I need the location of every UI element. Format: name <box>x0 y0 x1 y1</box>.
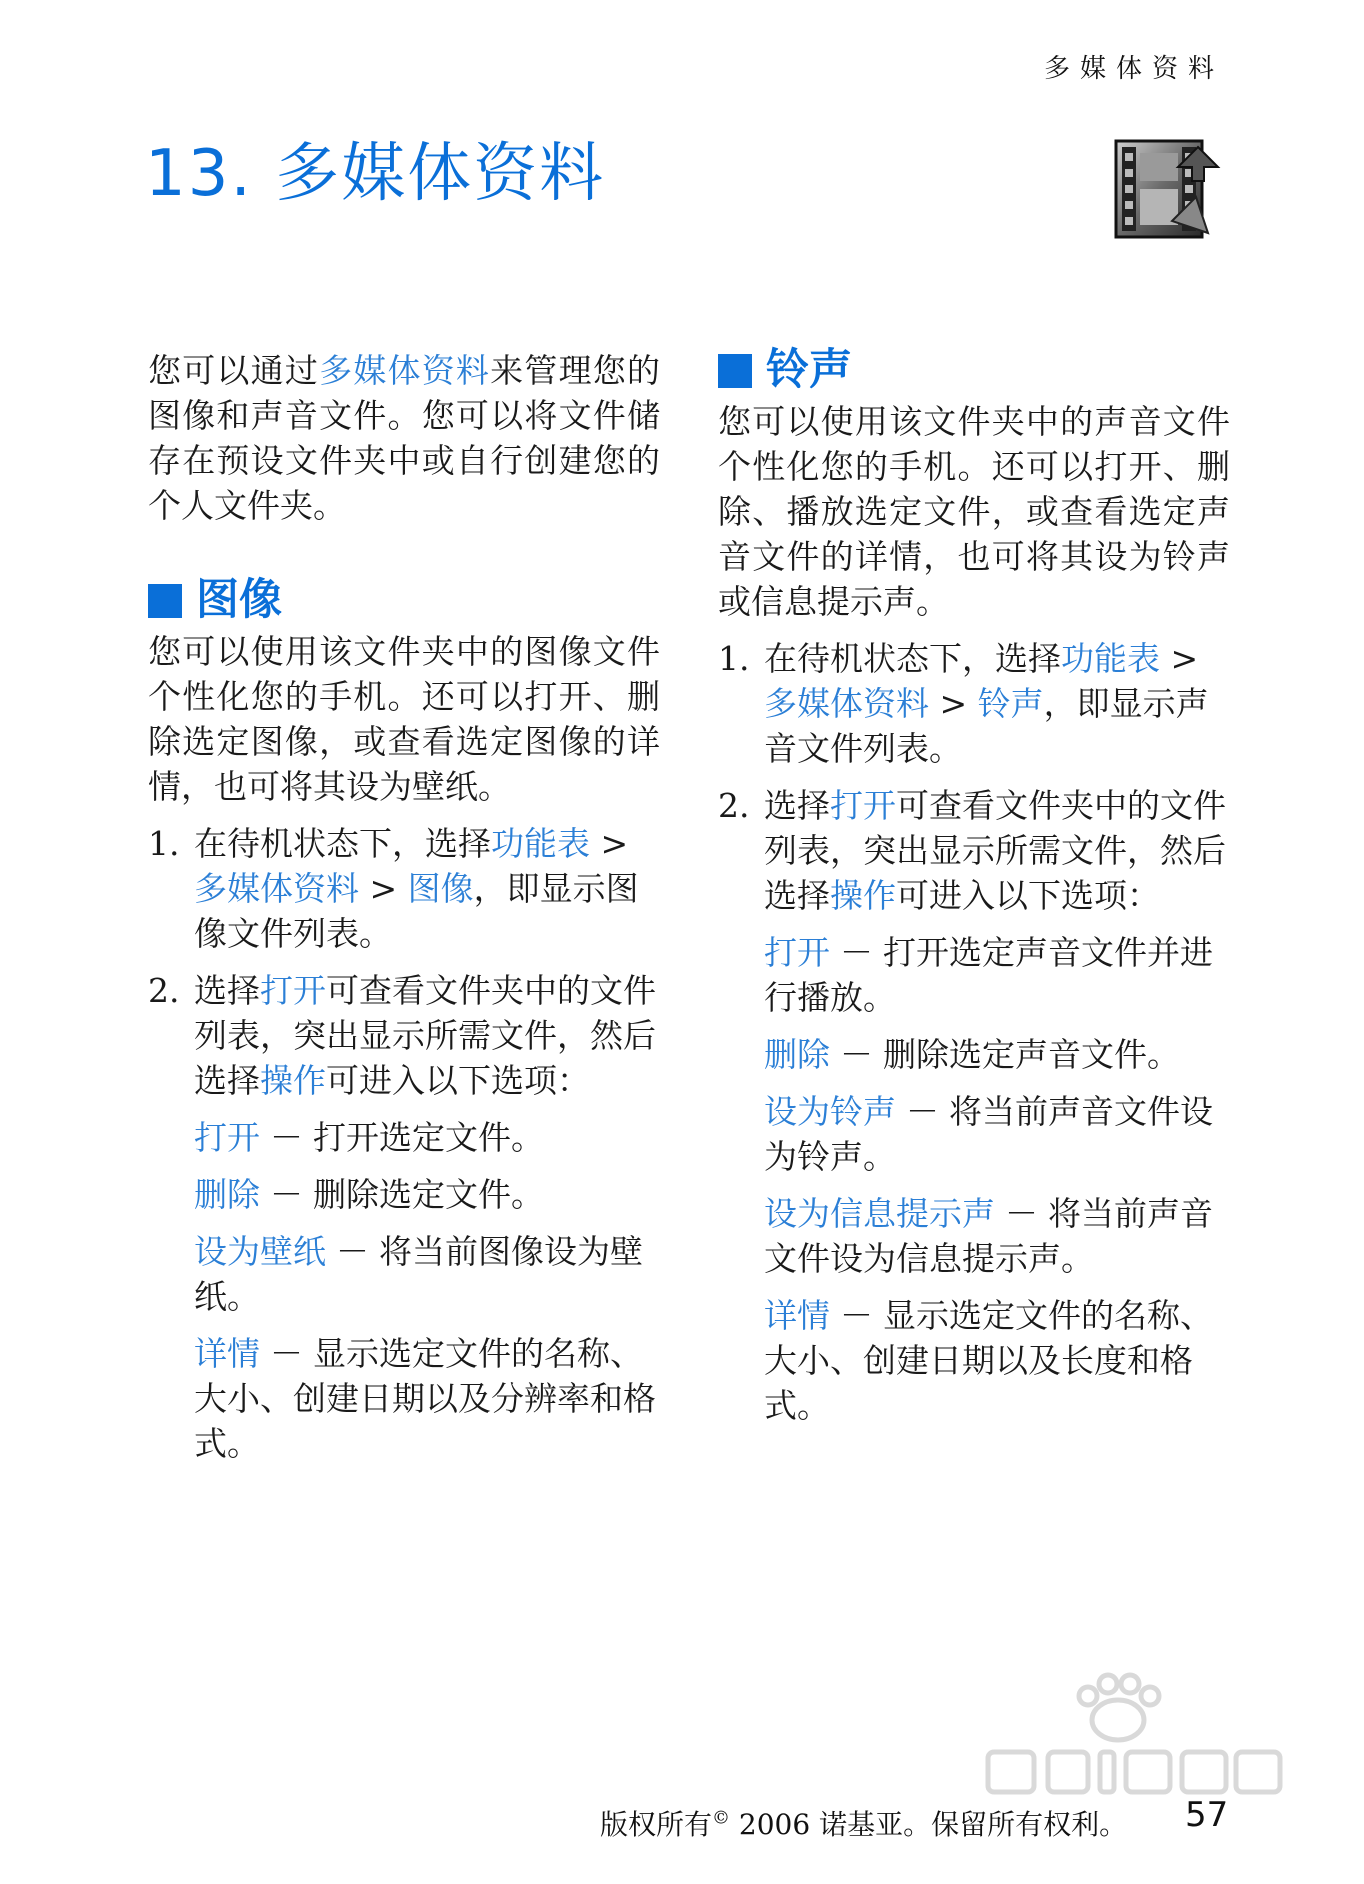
option-delete: 删除 － 删除选定文件。 <box>194 1175 544 1214</box>
option-details: 详情 － 显示选定文件的名称、大小、创建日期以及分辨率和格式。 <box>194 1334 656 1463</box>
right-column <box>718 345 1230 1428</box>
intro-link-multimedia[interactable]: 多媒体资料 <box>319 351 491 390</box>
page-number: 57 <box>1185 1795 1229 1835</box>
list-item: 2. 选择打开可查看文件夹中的文件列表，突出显示所需文件，然后选择操作可进入以下选项： <box>718 786 1226 915</box>
running-header: 多媒体资料 <box>1043 54 1224 84</box>
images-steps <box>148 821 660 1103</box>
list-item: 1. 在待机状态下，选择功能表 > 多媒体资料 > 铃声，即显示声音文件列表。 <box>718 639 1209 768</box>
chapter-title: 13. 多媒体资料 <box>145 137 606 211</box>
option-set-wallpaper: 设为壁纸 － 将当前图像设为壁纸。 <box>194 1232 643 1316</box>
link-ringtones[interactable]: 铃声 <box>977 684 1044 723</box>
link-menu[interactable]: 功能表 <box>1061 639 1160 678</box>
link-menu[interactable]: 功能表 <box>491 824 590 863</box>
multimedia-film-icon <box>1112 137 1222 245</box>
list-item: 1. 在待机状态下，选择功能表 > 多媒体资料 > 图像，即显示图像文件列表。 <box>148 824 639 953</box>
list-item: 2. 选择打开可查看文件夹中的文件列表，突出显示所需文件，然后选择操作可进入以下选项： <box>148 971 656 1100</box>
ringtones-description: 您可以使用该文件夹中的声音文件个性化您的手机。还可以打开、删除、播放选定文件，或查看选定声音文件的详情，也可将其设为铃声或信息提示声。 <box>718 402 1230 621</box>
option-details: 详情 － 显示选定文件的名称、大小、创建日期以及长度和格式。 <box>764 1296 1213 1425</box>
option-open: 打开 － 打开选定文件。 <box>194 1118 544 1157</box>
section-heading-images: 图像 <box>148 578 660 623</box>
section-heading-ringtones: 铃声 <box>718 348 1230 393</box>
link-images[interactable]: 图像 <box>407 869 474 908</box>
images-description: 您可以使用该文件夹中的图像文件个性化您的手机。还可以打开、删除选定图像，或查看选定图像的详情，也可将其设为壁纸。 <box>148 632 660 806</box>
option-set-ringtone: 设为铃声 － 将当前声音文件设为铃声。 <box>764 1092 1213 1176</box>
intro-paragraph: 您可以通过多媒体资料来管理您的图像和声音文件。您可以将文件储存在预设文件夹中或自行创建您的个人文件夹。 <box>148 351 661 525</box>
heading-square-icon <box>148 584 182 618</box>
link-multimedia[interactable]: 多媒体资料 <box>764 684 929 723</box>
link-open[interactable]: 打开 <box>260 971 326 1010</box>
link-options[interactable]: 操作 <box>830 876 896 915</box>
link-multimedia[interactable]: 多媒体资料 <box>194 869 359 908</box>
ringtones-steps <box>718 636 1230 918</box>
heading-square-icon <box>718 354 752 388</box>
option-delete: 删除 － 删除选定声音文件。 <box>764 1035 1180 1074</box>
option-open: 打开 － 打开选定声音文件并进行播放。 <box>764 933 1213 1017</box>
link-options[interactable]: 操作 <box>260 1061 326 1100</box>
copyright-footer: 版权所有© 2006 诺基亚。保留所有权利。 <box>600 1807 1128 1841</box>
link-open[interactable]: 打开 <box>830 786 896 825</box>
option-set-message-tone: 设为信息提示声 － 将当前声音文件设为信息提示声。 <box>764 1194 1213 1278</box>
baidu-watermark-icon <box>968 1672 1288 1822</box>
left-column <box>148 348 660 1466</box>
